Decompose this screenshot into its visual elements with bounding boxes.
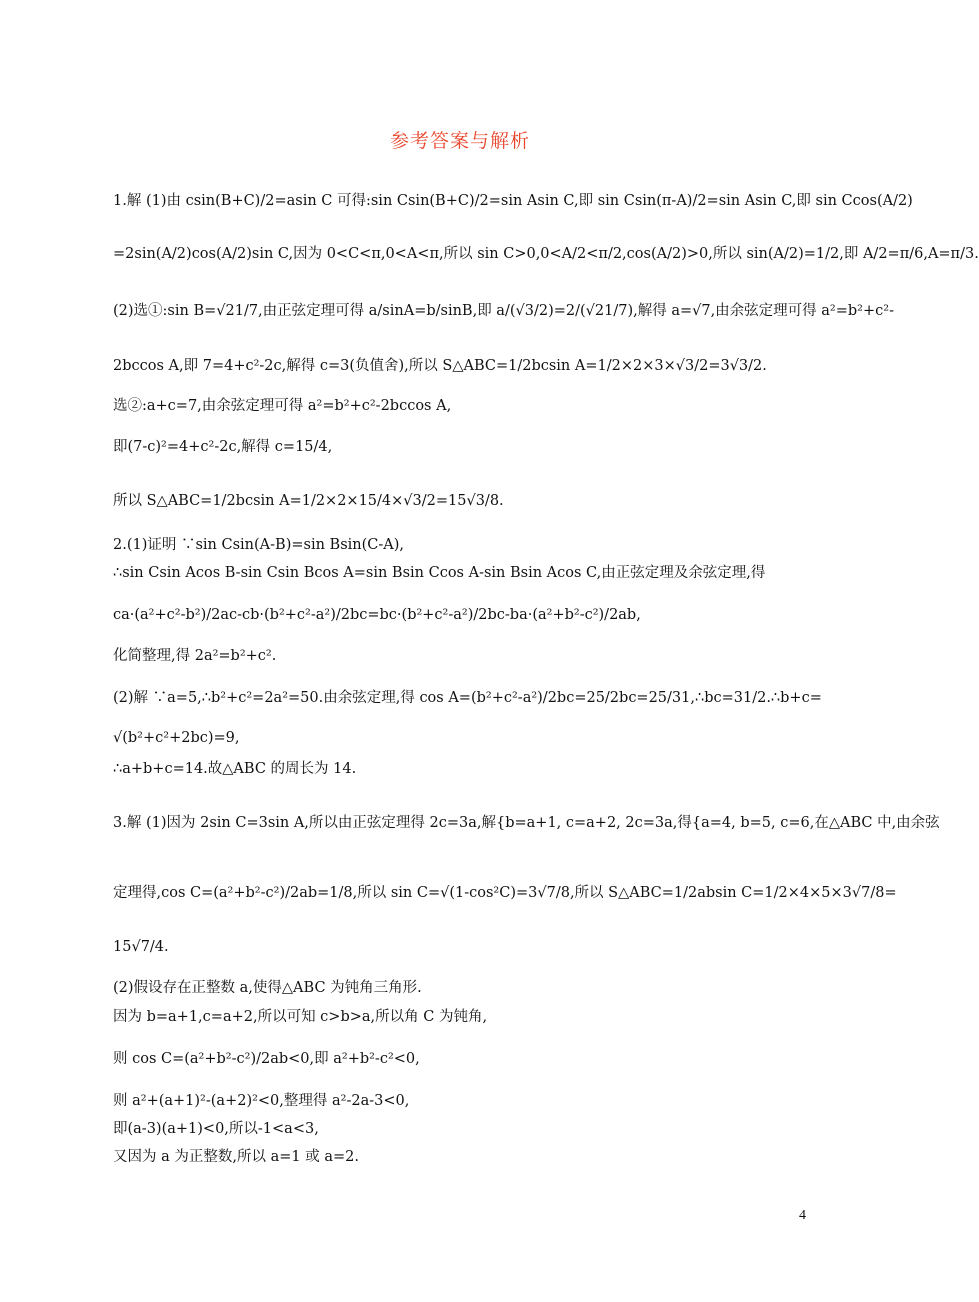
text-line: 所以 S△ABC=1/2bcsin A=1/2×2×15/4×√3/2=15√3/8. <box>113 493 504 509</box>
text-line: ca·(a²+c²-b²)/2ac-cb·(b²+c²-a²)/2bc=bc·(b²+c²-a²)/2bc-ba·(a²+b²-c²)/2ab, <box>113 607 641 623</box>
text-line: √(b²+c²+2bc)=9, <box>113 730 240 746</box>
page-number: 4 <box>799 1208 806 1223</box>
text-line: 又因为 a 为正整数,所以 a=1 或 a=2. <box>113 1149 359 1165</box>
text-line: 15√7/4. <box>113 939 169 955</box>
text-line: ∴a+b+c=14.故△ABC 的周长为 14. <box>113 761 357 777</box>
text-line: 定理得,cos C=(a²+b²-c²)/2ab=1/8,所以 sin C=√(1-cos²C)=3√7/8,所以 S△ABC=1/2absin C=1/2×4×5×3√7/8= <box>113 885 897 901</box>
page-title: 参考答案与解析 <box>389 130 530 152</box>
text-line: (2)解 ∵a=5,∴b²+c²=2a²=50.由余弦定理,得 cos A=(b²+c²-a²)/2bc=25/2bc=25/31,∴bc=31/2.∴b+c= <box>113 690 822 706</box>
text-line: 则 a²+(a+1)²-(a+2)²<0,整理得 a²-2a-3<0, <box>113 1093 410 1109</box>
text-line: 选②:a+c=7,由余弦定理可得 a²=b²+c²-2bccos A, <box>113 398 452 414</box>
text-line: 因为 b=a+1,c=a+2,所以可知 c>b>a,所以角 C 为钝角, <box>113 1009 488 1025</box>
text-line: 3.解 (1)因为 2sin C=3sin A,所以由正弦定理得 2c=3a,解{b=a+1, c=a+2, 2c=3a,得{a=4, b=5, c=6,在△ABC 中,由余弦 <box>113 815 940 831</box>
text-line: 2.(1)证明 ∵sin Csin(A-B)=sin Bsin(C-A), <box>113 537 404 553</box>
text-line: 即(7-c)²=4+c²-2c,解得 c=15/4, <box>113 439 333 455</box>
text-line: (2)选①:sin B=√21/7,由正弦定理可得 a/sinA=b/sinB,即 a/(√3/2)=2/(√21/7),解得 a=√7,由余弦定理可得 a²=b²+c²- <box>113 303 894 319</box>
text-line: (2)假设存在正整数 a,使得△ABC 为钝角三角形. <box>113 980 422 996</box>
text-line: ∴sin Csin Acos B-sin Csin Bcos A=sin Bsin Ccos A-sin Bsin Acos C,由正弦定理及余弦定理,得 <box>113 565 766 581</box>
text-line: 即(a-3)(a+1)<0,所以-1<a<3, <box>113 1121 319 1137</box>
text-line: 1.解 (1)由 csin(B+C)/2=asin C 可得:sin Csin(B+C)/2=sin Asin C,即 sin Csin(π-A)/2=sin Asin C,即 sin Ccos(A/2) <box>113 193 913 209</box>
text-line: 则 cos C=(a²+b²-c²)/2ab<0,即 a²+b²-c²<0, <box>113 1051 420 1067</box>
text-line: =2sin(A/2)cos(A/2)sin C,因为 0<C<π,0<A<π,所以 sin C>0,0<A/2<π/2,cos(A/2)>0,所以 sin(A/2)=1/2,即 A/2=π/6,A=π/3. <box>113 246 979 262</box>
text-line: 2bccos A,即 7=4+c²-2c,解得 c=3(负值舍),所以 S△ABC=1/2bcsin A=1/2×2×3×√3/2=3√3/2. <box>113 358 767 374</box>
text-line: 化简整理,得 2a²=b²+c². <box>113 648 277 664</box>
